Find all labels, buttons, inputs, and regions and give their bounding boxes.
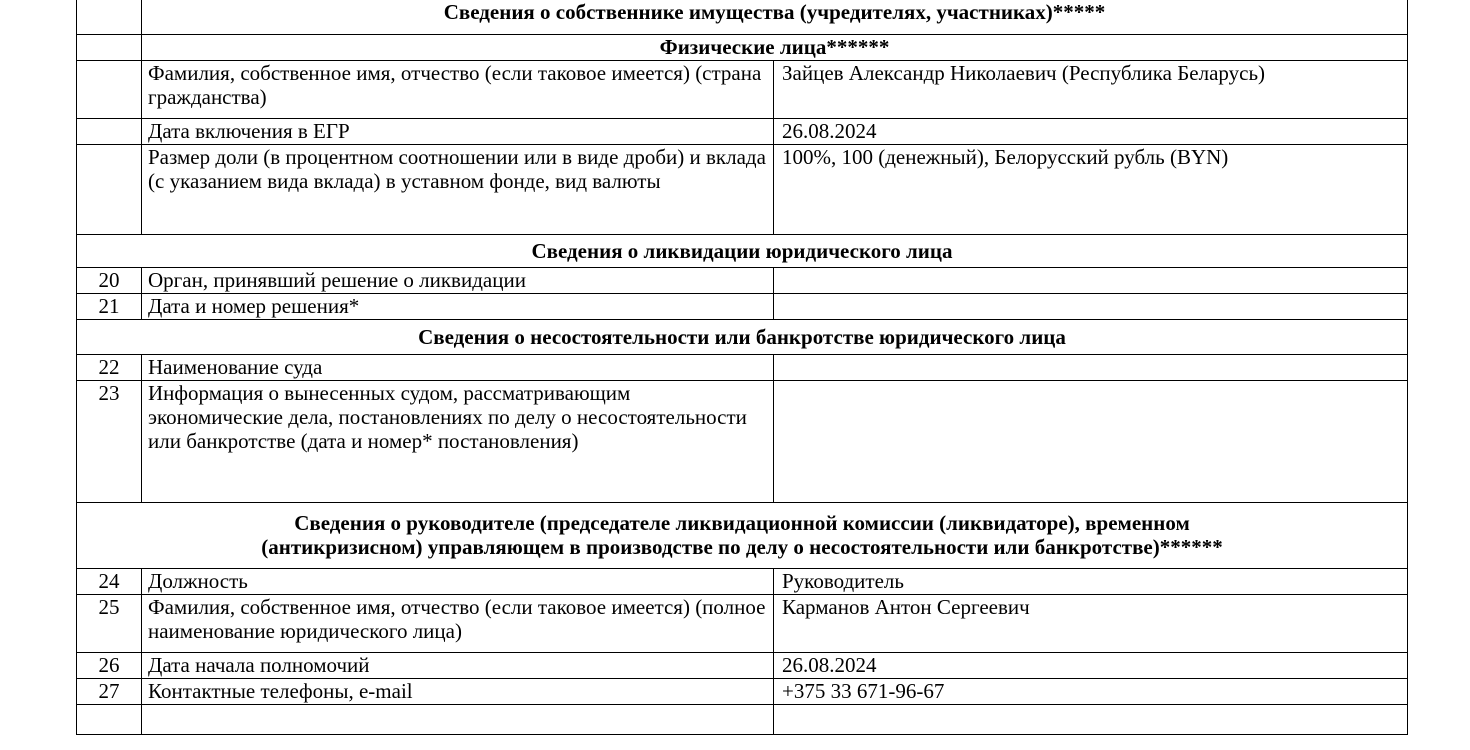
authority-start-date-value: 26.08.2024 (774, 653, 1408, 679)
table-row (77, 653, 1408, 679)
owner-share-label: Размер доли (в процентном соотношении или в виде дроби) и вклада (с указанием вида вклада) в уставном фонде, вид валюты (142, 145, 774, 235)
row-number-cell: 25 (77, 595, 142, 653)
cut-off-label-cell (142, 705, 774, 735)
bankruptcy-section-heading-row (77, 320, 1408, 355)
row-number-cell: 26 (77, 653, 142, 679)
liquidation-section-heading-row (77, 235, 1408, 268)
contact-phones-label: Контактные телефоны, e-mail (142, 679, 774, 705)
table-row (77, 145, 1408, 235)
individuals-heading: Физические лица****** (142, 35, 1408, 61)
table-row (77, 569, 1408, 595)
table-row (77, 61, 1408, 119)
court-rulings-label: Информация о вынесенных судом, рассматривающим экономические дела, постановлениях по делу о несостоятельности или банкротстве (дата и номер* постановления) (142, 381, 774, 503)
manager-full-name-value: Карманов Антон Сергеевич (774, 595, 1408, 653)
liquidation-section-heading: Сведения о ликвидации юридического лица (77, 235, 1408, 268)
owner-full-name-value: Зайцев Александр Николаевич (Республика Беларусь) (774, 61, 1408, 119)
row-number-cell (77, 35, 142, 61)
contact-phones-value: +375 33 671-96-67 (774, 679, 1408, 705)
row-number-cell: 20 (77, 268, 142, 294)
position-label: Должность (142, 569, 774, 595)
row-number-cell (77, 705, 142, 735)
liquidation-decision-label: Дата и номер решения* (142, 294, 774, 320)
position-value: Руководитель (774, 569, 1408, 595)
table-row (77, 705, 1408, 735)
liquidation-decision-value (774, 294, 1408, 320)
bankruptcy-section-heading: Сведения о несостоятельности или банкротстве юридического лица (77, 320, 1408, 355)
row-number-cell: 21 (77, 294, 142, 320)
row-number-cell (77, 145, 142, 235)
liquidation-authority-label: Орган, принявший решение о ликвидации (142, 268, 774, 294)
row-number-cell: 23 (77, 381, 142, 503)
table-row (77, 595, 1408, 653)
cut-off-value-cell (774, 705, 1408, 735)
table-row (77, 679, 1408, 705)
row-number-cell (77, 0, 142, 35)
row-number-cell (77, 61, 142, 119)
manager-full-name-label: Фамилия, собственное имя, отчество (если таковое имеется) (полное наименование юридического лица) (142, 595, 774, 653)
owner-share-value: 100%, 100 (денежный), Белорусский рубль (BYN) (774, 145, 1408, 235)
owners-section-heading: Сведения о собственнике имущества (учредителях, участниках)***** (142, 0, 1408, 35)
manager-heading-line-2: (антикризисном) управляющем в производстве по делу о несостоятельности или банкротстве)****** (261, 535, 1223, 559)
row-number-cell (77, 119, 142, 145)
registry-extract-table (76, 0, 1408, 735)
liquidation-authority-value (774, 268, 1408, 294)
row-number-cell: 22 (77, 355, 142, 381)
table-row (77, 119, 1408, 145)
row-number-cell: 27 (77, 679, 142, 705)
table-row (77, 355, 1408, 381)
court-name-label: Наименование суда (142, 355, 774, 381)
court-name-value (774, 355, 1408, 381)
individuals-heading-row (77, 35, 1408, 61)
manager-heading-line-1: Сведения о руководителе (председателе ликвидационной комиссии (ликвидаторе), временном (294, 511, 1190, 535)
table-row (77, 381, 1408, 503)
owner-full-name-label: Фамилия, собственное имя, отчество (если таковое имеется) (страна гражданства) (142, 61, 774, 119)
owner-registration-date-value: 26.08.2024 (774, 119, 1408, 145)
owner-registration-date-label: Дата включения в ЕГР (142, 119, 774, 145)
table-row (77, 268, 1408, 294)
manager-section-heading-row (77, 503, 1408, 569)
court-rulings-value (774, 381, 1408, 503)
row-number-cell: 24 (77, 569, 142, 595)
authority-start-date-label: Дата начала полномочий (142, 653, 774, 679)
manager-section-heading (77, 503, 1408, 569)
owners-section-heading-row (77, 0, 1408, 35)
table-row (77, 294, 1408, 320)
